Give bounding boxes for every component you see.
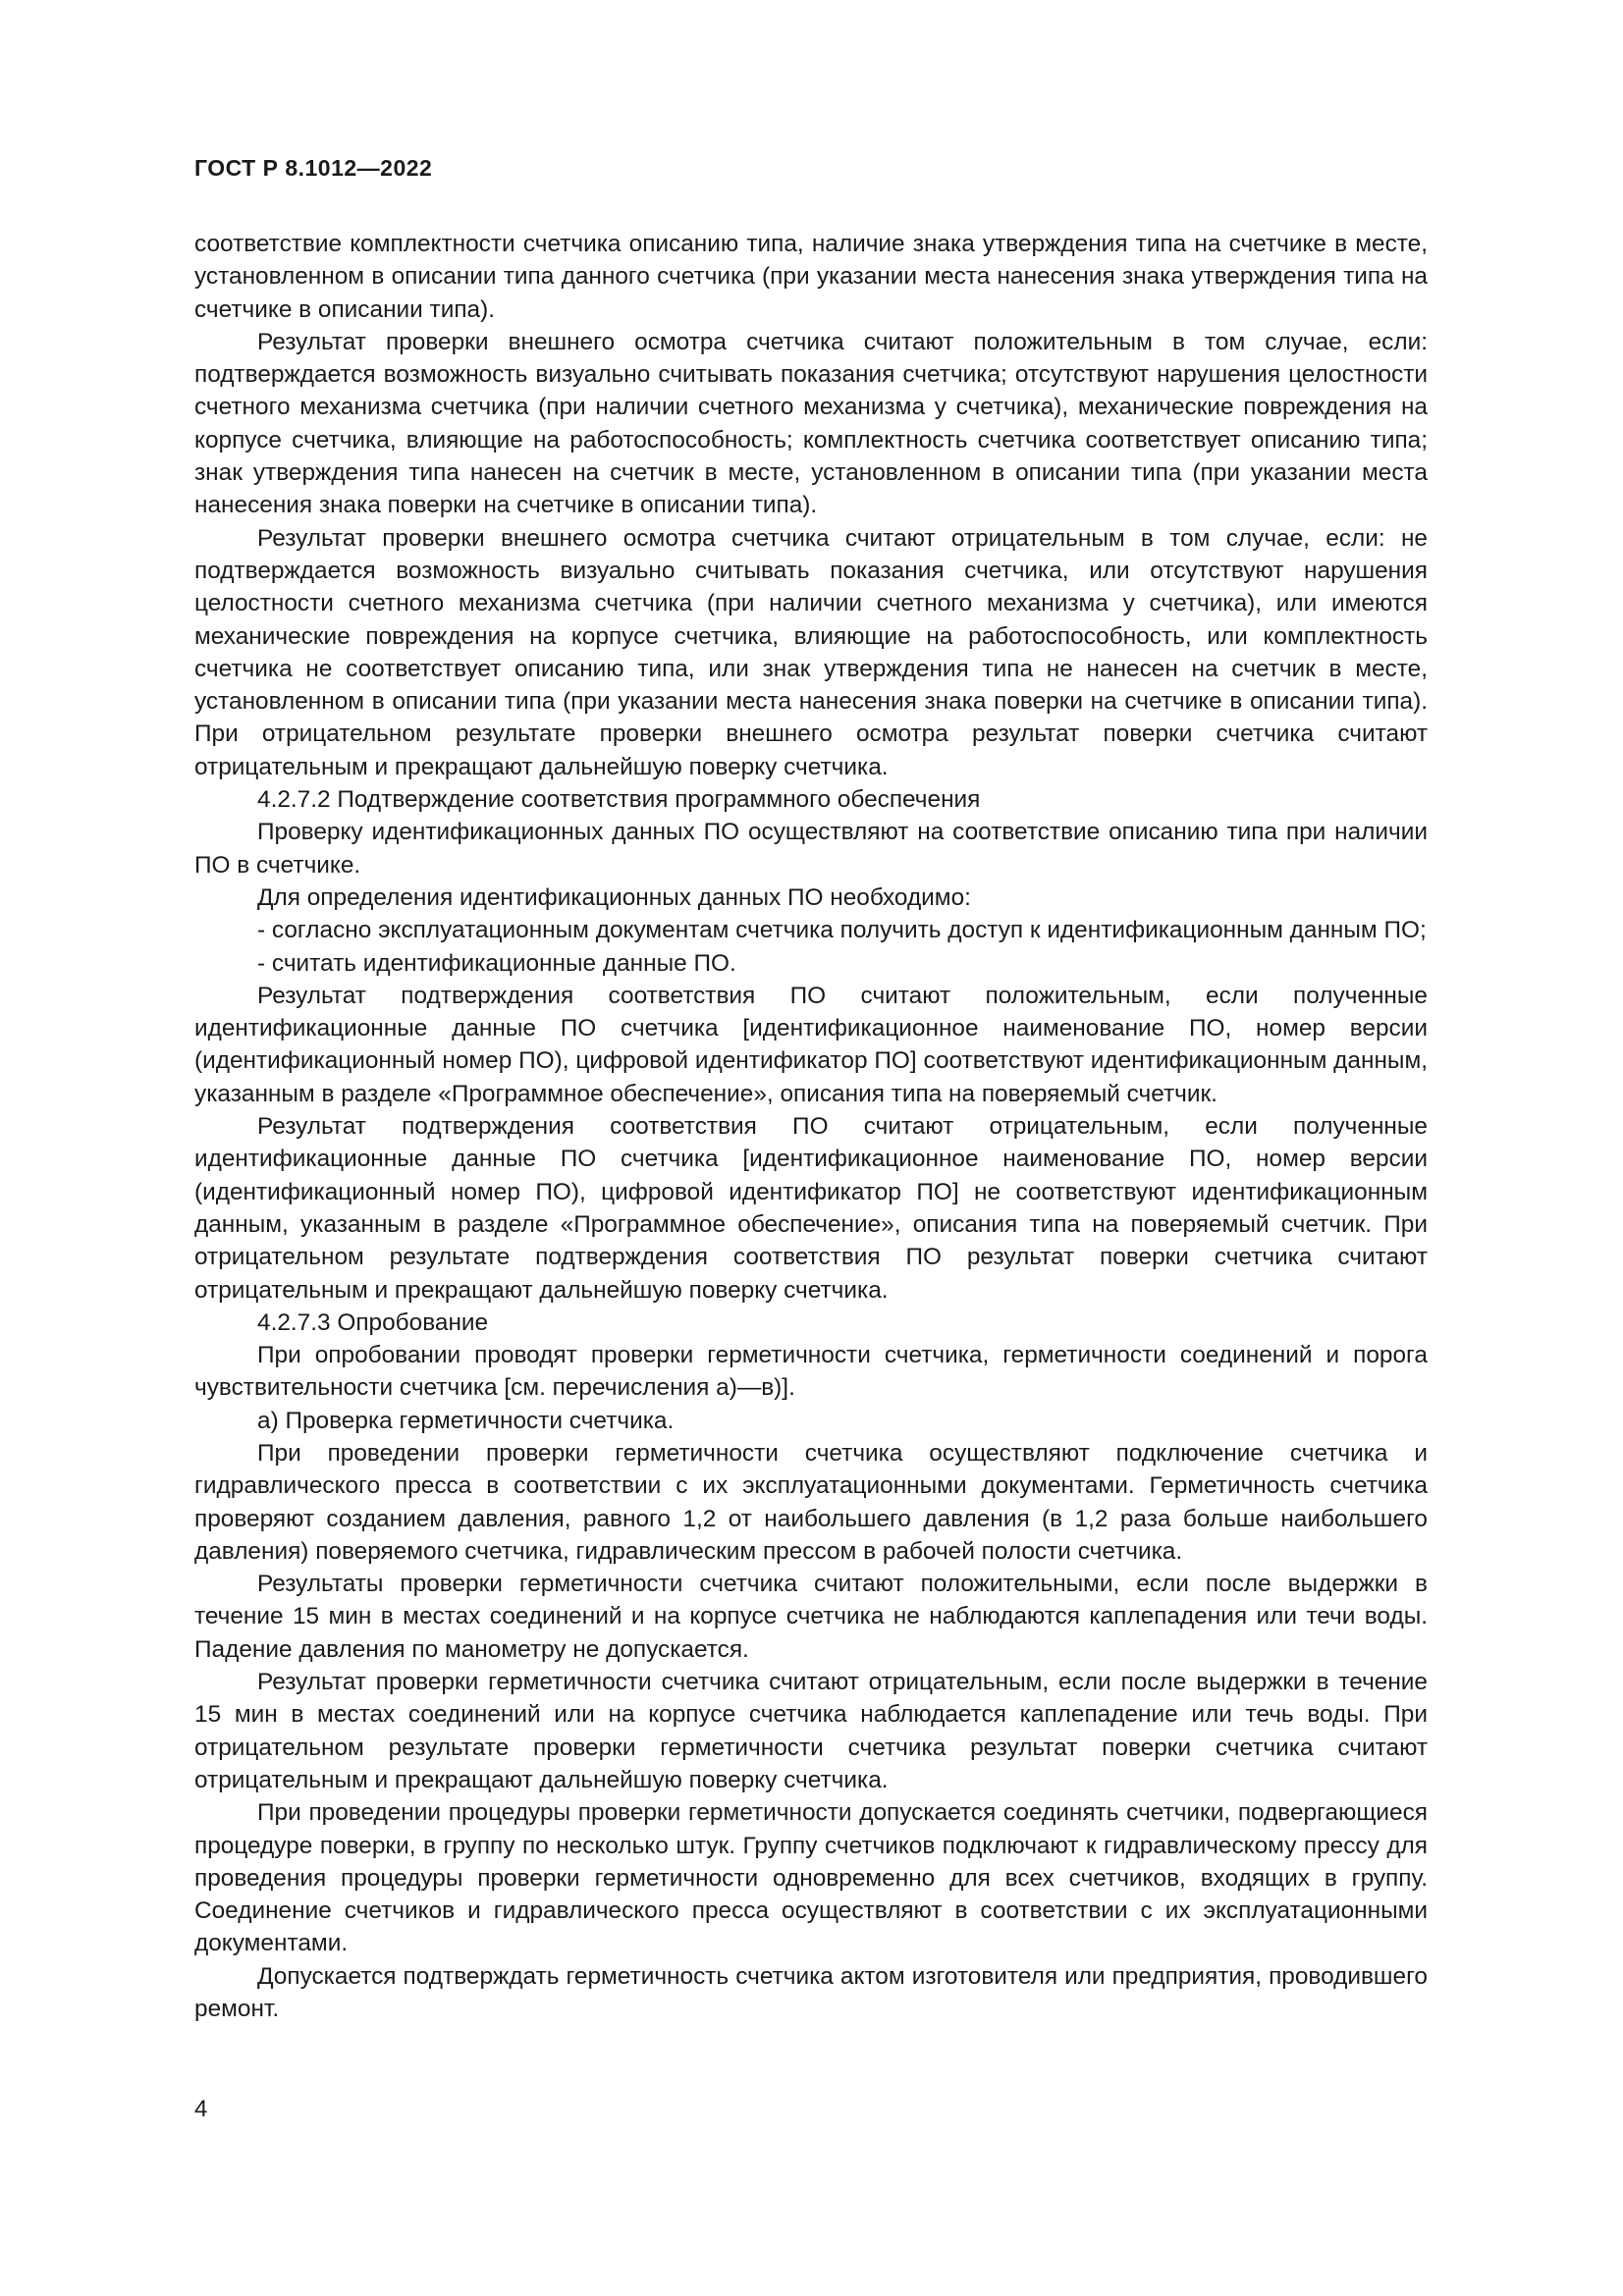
- paragraph: Результаты проверки герметичности счетчика считают положительными, если после выдержки в течение 15 мин в местах соединений и на корпусе счетчика не наблюдаются каплепадения или течи воды. Падение давления по манометру не допускается.: [194, 1571, 1428, 1663]
- paragraph: При опробовании проводят проверки герметичности счетчика, герметичности соединений и порога чувствительности счетчика [см. перечисления а)—в)].: [194, 1342, 1428, 1402]
- paragraph: Результат проверки герметичности счетчика считают отрицательным, если после выдержки в течение 15 мин в местах соединений или на корпусе счетчика наблюдается каплепадение или течь воды. При отрицательном результате проверки герметичности счетчика результат поверки счетчика считают отрицательным и прекращают дальнейшую поверку счетчика.: [194, 1669, 1428, 1793]
- paragraph: Результат проверки внешнего осмотра счетчика считают отрицательным в том случае, если: не подтверждается возможность визуально считывать показания счетчика, или отсутствуют нарушения целостности счетного механизма счетчика (при наличии счетного механизма у счетчика), или имеются механические повреждения на корпусе счетчика, влияющие на работоспособность, или комплектность счетчика не соответствует описанию типа, или знак утверждения типа не нанесен на счетчик в месте, установленном в описании типа (при указании места нанесения знака поверки на счетчике в описании типа). При отрицательном результате проверки внешнего осмотра результат поверки счетчика считают отрицательным и прекращают дальнейшую поверку счетчика.: [194, 524, 1428, 780]
- list-item: - считать идентификационные данные ПО.: [257, 949, 736, 977]
- paragraph: Результат подтверждения соответствия ПО считают отрицательным, если полученные идентификационные данные ПО счетчика [идентификационное наименование ПО, номер версии (идентификационный номер ПО), цифровой идентификатор ПО] не соответствуют идентификационным данным, указанным в разделе «Программное обеспечение», описания типа на поверяемый счетчик. При отрицательном результате подтверждения соответствия ПО результат поверки счетчика считают отрицательным и прекращают дальнейшую поверку счетчика.: [194, 1113, 1428, 1304]
- page-body: [194, 228, 1428, 2025]
- paragraph: Допускается подтверждать герметичность счетчика актом изготовителя или предприятия, проводившего ремонт.: [194, 1962, 1428, 2023]
- paragraph: Результат проверки внешнего осмотра счетчика считают положительным в том случае, если: подтверждается возможность визуально считывать показания счетчика; отсутствуют нарушения целостности счетного механизма счетчика (при наличии счетного механизма у счетчика), механические повреждения на корпусе счетчика, влияющие на работоспособность; комплектность счетчика соответствует описанию типа; знак утверждения типа нанесен на счетчик в месте, установленном в описании типа (при указании места нанесения знака поверки на счетчике в описании типа).: [194, 328, 1428, 519]
- paragraph: При проведении проверки герметичности счетчика осуществляют подключение счетчика и гидравлического пресса в соответствии с их эксплуатационными документами. Герметичность счетчика проверяют созданием давления, равного 1,2 от наибольшего давления (в 1,2 раза больше наибольшего давления) поверяемого счетчика, гидравлическим прессом в рабочей полости счетчика.: [194, 1439, 1428, 1565]
- paragraph: Для определения идентификационных данных ПО необходимо:: [257, 883, 971, 911]
- page-number: 4: [194, 2096, 208, 2122]
- paragraph: При проведении процедуры проверки герметичности допускается соединять счетчики, подвергающиеся процедуре поверки, в группу по несколько штук. Группу счетчиков подключают к гидравлическому прессу для проведения процедуры проверки герметичности одновременно для всех счетчиков, входящих в группу. Соединение счетчиков и гидравлического пресса осуществляют в соответствии с их эксплуатационными документами.: [194, 1799, 1428, 1957]
- section-heading: 4.2.7.2 Подтверждение соответствия программного обеспечения: [257, 786, 981, 814]
- list-item: а) Проверка герметичности счетчика.: [257, 1407, 675, 1434]
- section-heading: 4.2.7.3 Опробование: [257, 1308, 489, 1336]
- paragraph: Результат подтверждения соответствия ПО считают положительным, если полученные идентификационные данные ПО счетчика [идентификационное наименование ПО, номер версии (идентификационный номер ПО), цифровой идентификатор ПО] соответствуют идентификационным данным, указанным в разделе «Программное обеспечение», описания типа на поверяемый счетчик.: [194, 982, 1428, 1107]
- paragraph: Проверку идентификационных данных ПО осуществляют на соответствие описанию типа при наличии ПО в счетчике.: [194, 819, 1428, 879]
- paragraph: соответствие комплектности счетчика описанию типа, наличие знака утверждения типа на счетчике в месте, установленном в описании типа данного счетчика (при указании места нанесения знака утверждения типа на счетчике в описании типа).: [194, 231, 1428, 323]
- list-item: - согласно эксплуатационным документам счетчика получить доступ к идентификационным данным ПО;: [257, 917, 1427, 944]
- page-header: ГОСТ Р 8.1012—2022: [194, 155, 433, 181]
